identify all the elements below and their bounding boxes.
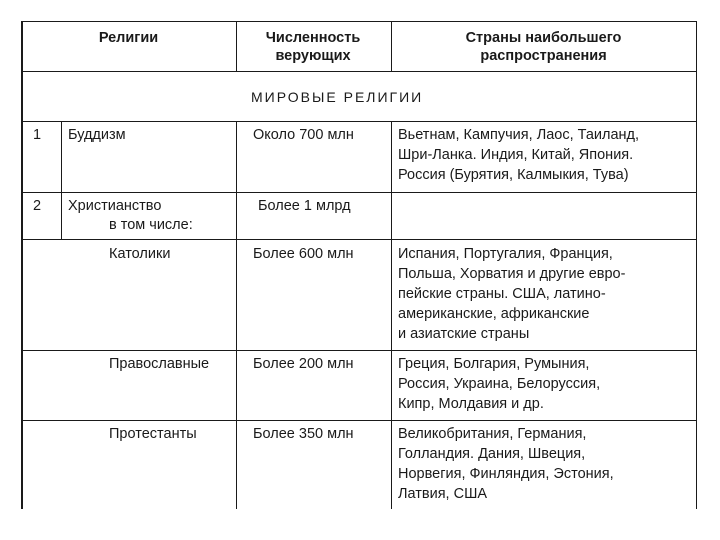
border-col2-body [391, 121, 392, 509]
border-col2-header [391, 21, 392, 71]
header-religions: Религии [98, 30, 159, 46]
row2-followers: Более 1 млрд [258, 198, 351, 214]
border-row1-bottom [21, 192, 697, 193]
border-row2-bottom [21, 239, 697, 240]
row5-religion: Протестанты [109, 426, 197, 442]
header-followers: Численность верующих [265, 30, 361, 64]
border-row3-bottom [21, 350, 697, 351]
border-col1-body [236, 121, 237, 509]
row3-followers: Более 600 млн [253, 246, 354, 262]
row5-countries: Великобритания, Германия, Голландия. Дания, Швеция, Норвегия, Финляндия, Эстония, Латвия, США [398, 426, 614, 502]
row1-religion: Буддизм [68, 127, 126, 143]
border-num-col [61, 121, 62, 239]
row3-countries: Испания, Португалия, Франция, Польша, Хорватия и другие евро- пейские страны. США, латино- американские, африканские и азиатские страны [398, 246, 626, 342]
row3-religion: Католики [109, 246, 171, 262]
border-top [21, 21, 697, 22]
border-right [696, 21, 697, 509]
border-row4-bottom [21, 420, 697, 421]
row1-number: 1 [33, 127, 42, 143]
row4-countries: Греция, Болгария, Румыния, Россия, Украина, Белоруссия, Кипр, Молдавия и др. [398, 356, 601, 412]
row1-followers: Около 700 млн [253, 127, 354, 143]
section-title: МИРОВЫЕ РЕЛИГИИ [251, 89, 424, 105]
row2-religion: Христианство [68, 198, 162, 214]
row1-countries: Вьетнам, Кампучия, Лаос, Таиланд, Шри-Ланка. Индия, Китай, Япония. Россия (Бурятия, Калмыкия, Тува) [398, 127, 640, 183]
border-banner-bottom [21, 121, 697, 122]
row2-number: 2 [33, 198, 42, 214]
border-header-bottom [21, 71, 697, 72]
row4-followers: Более 200 млн [253, 356, 354, 372]
border-left [21, 21, 23, 509]
religions-table [21, 21, 697, 509]
border-col1-header [236, 21, 237, 71]
row2-religion-sub: в том числе: [109, 217, 193, 233]
row5-followers: Более 350 млн [253, 426, 354, 442]
header-countries: Страны наибольшего распространения [465, 30, 622, 64]
row4-religion: Православные [109, 356, 210, 372]
